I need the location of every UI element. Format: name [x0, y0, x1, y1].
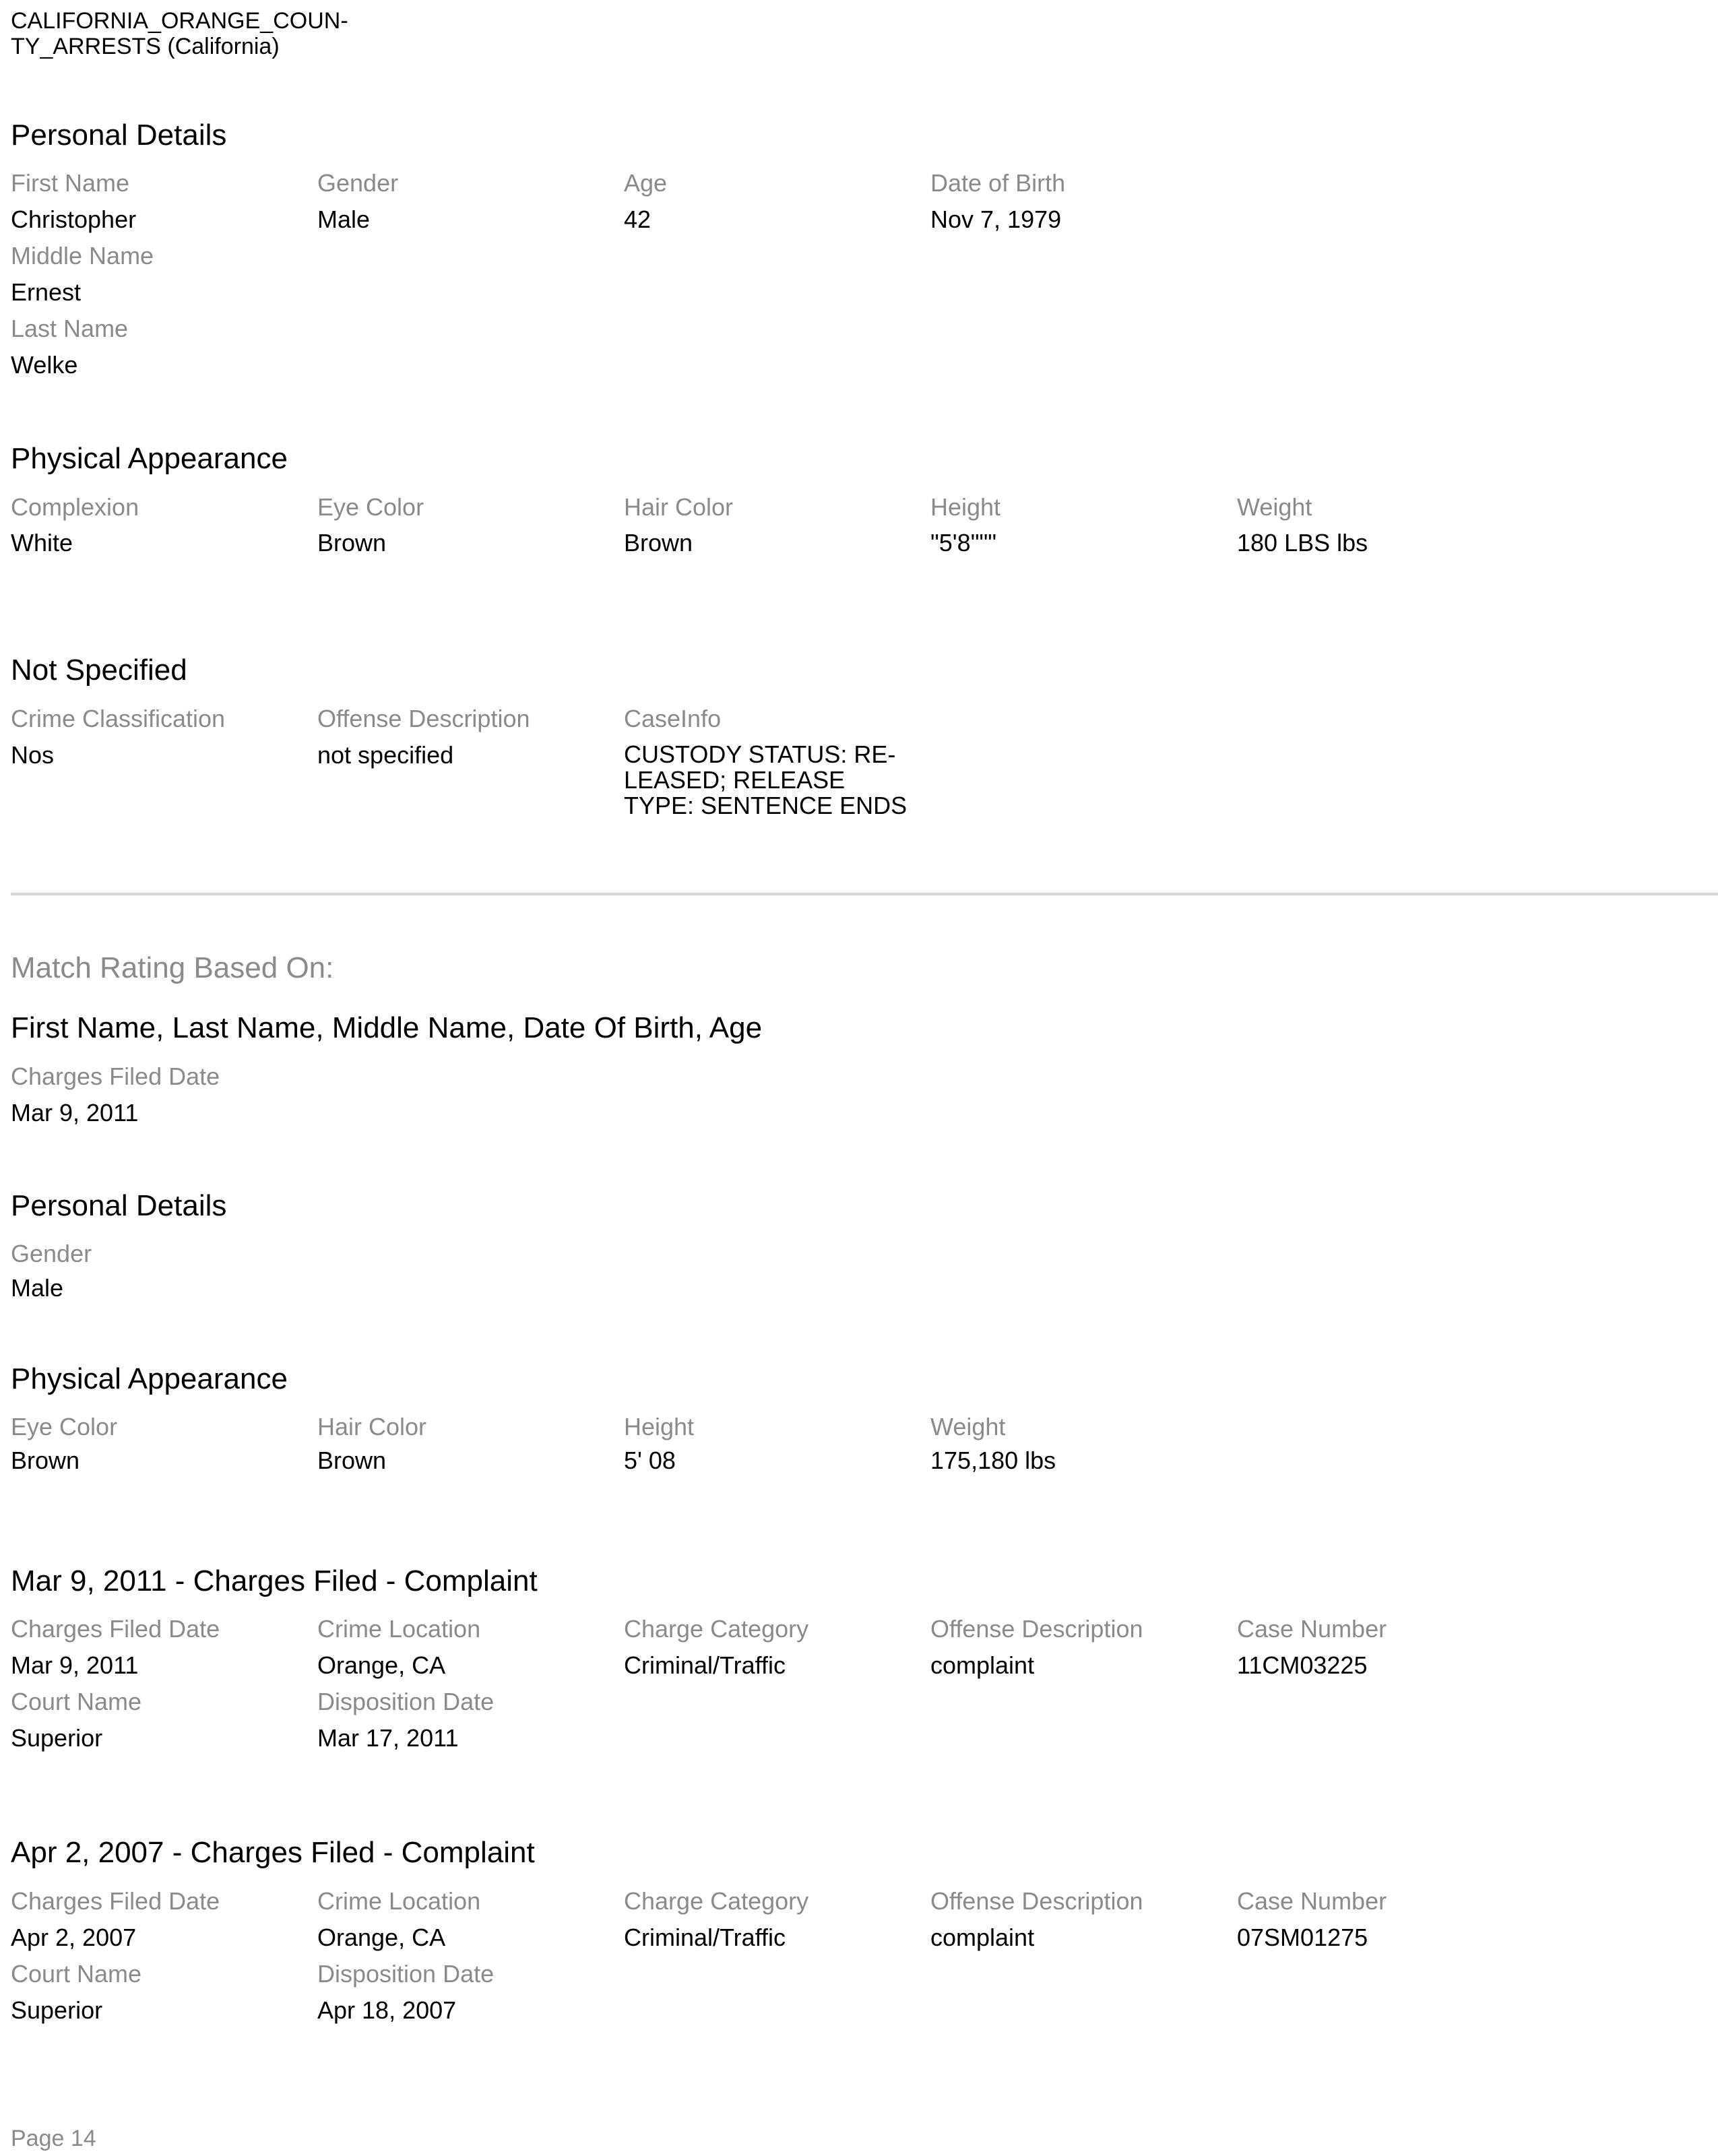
- court-name-value: Superior: [11, 1724, 103, 1752]
- match-rating-label: Match Rating Based On:: [11, 951, 334, 984]
- not-specified-heading: Not Specified: [11, 654, 187, 687]
- charge-offense-label: Offense Description: [930, 1615, 1143, 1643]
- crime-location-label: Crime Location: [317, 1615, 481, 1643]
- dob-value: Nov 7, 1979: [930, 205, 1062, 233]
- complexion-value: White: [11, 529, 73, 557]
- crime-location-label: Crime Location: [317, 1887, 481, 1915]
- source-title: CALIFORNIA_ORANGE_COUN-TY_ARRESTS (California): [11, 8, 348, 59]
- disposition-date-value: Apr 18, 2007: [317, 1996, 457, 2024]
- hair-color-value: Brown: [624, 529, 693, 557]
- middle-name-label: Middle Name: [11, 242, 154, 270]
- charge-category-label: Charge Category: [624, 1887, 809, 1915]
- page-number: Page 14: [11, 2126, 96, 2151]
- complexion-label: Complexion: [11, 493, 139, 521]
- weight-label: Weight: [1237, 493, 1312, 521]
- gender-label-2: Gender: [11, 1240, 92, 1267]
- height-label: Height: [930, 493, 1001, 521]
- charge-heading: Mar 9, 2011 - Charges Filed - Complaint: [11, 1564, 538, 1597]
- charge-filed-date-value: Apr 2, 2007: [11, 1924, 137, 1951]
- court-name-label: Court Name: [11, 1688, 142, 1715]
- physical-appearance-heading-2: Physical Appearance: [11, 1362, 288, 1395]
- section-divider: [11, 893, 1718, 895]
- case-number-value: 11CM03225: [1237, 1651, 1368, 1679]
- dob-label: Date of Birth: [930, 169, 1066, 197]
- offense-description-value: not specified: [317, 741, 454, 769]
- charges-filed-date-label: Charges Filed Date: [11, 1063, 220, 1090]
- disposition-date-value: Mar 17, 2011: [317, 1724, 459, 1752]
- eye-color-label: Eye Color: [317, 493, 424, 521]
- crime-classification-label: Crime Classification: [11, 705, 226, 732]
- charge-category-value: Criminal/Traffic: [624, 1651, 786, 1679]
- age-label: Age: [624, 169, 668, 197]
- weight-value-2: 175,180 lbs: [930, 1447, 1056, 1474]
- eye-color-value-2: Brown: [11, 1447, 80, 1474]
- height-label-2: Height: [624, 1413, 695, 1440]
- crime-location-value: Orange, CA: [317, 1924, 446, 1951]
- caseinfo-value: CUSTODY STATUS: RE-LEASED; RELEASE TYPE: SENTENCE ENDS: [624, 740, 908, 819]
- personal-details-heading: Personal Details: [11, 119, 227, 152]
- disposition-date-label: Disposition Date: [317, 1688, 495, 1715]
- court-name-label: Court Name: [11, 1960, 142, 1988]
- weight-label-2: Weight: [930, 1413, 1006, 1440]
- personal-details-heading-2: Personal Details: [11, 1189, 227, 1222]
- last-name-label: Last Name: [11, 315, 129, 342]
- hair-color-value-2: Brown: [317, 1447, 387, 1474]
- charge-heading: Apr 2, 2007 - Charges Filed - Complaint: [11, 1836, 535, 1869]
- offense-description-label: Offense Description: [317, 705, 530, 732]
- charge-offense-label: Offense Description: [930, 1887, 1143, 1915]
- first-name-value: Christopher: [11, 205, 137, 233]
- charges-filed-date-value: Mar 9, 2011: [11, 1099, 139, 1127]
- hair-color-label-2: Hair Color: [317, 1413, 427, 1440]
- weight-value: 180 LBS lbs: [1237, 529, 1368, 557]
- first-name-label: First Name: [11, 169, 130, 197]
- case-number-label: Case Number: [1237, 1887, 1387, 1915]
- charge-offense-value: complaint: [930, 1651, 1035, 1679]
- charge-filed-date-label: Charges Filed Date: [11, 1615, 220, 1643]
- disposition-date-label: Disposition Date: [317, 1960, 495, 1988]
- charge-filed-date-value: Mar 9, 2011: [11, 1651, 139, 1679]
- case-number-value: 07SM01275: [1237, 1924, 1368, 1951]
- court-name-value: Superior: [11, 1996, 103, 2024]
- case-number-label: Case Number: [1237, 1615, 1387, 1643]
- charge-category-value: Criminal/Traffic: [624, 1924, 786, 1951]
- crime-classification-value: Nos: [11, 741, 55, 769]
- eye-color-value: Brown: [317, 529, 387, 557]
- charge-filed-date-label: Charges Filed Date: [11, 1887, 220, 1915]
- height-value: "5'8""": [930, 529, 997, 557]
- height-value-2: 5' 08: [624, 1447, 676, 1474]
- last-name-value: Welke: [11, 351, 78, 379]
- match-rating-fields: First Name, Last Name, Middle Name, Date Of Birth, Age: [11, 1011, 763, 1044]
- charge-offense-value: complaint: [930, 1924, 1035, 1951]
- middle-name-value: Ernest: [11, 278, 82, 306]
- eye-color-label-2: Eye Color: [11, 1413, 118, 1440]
- charge-category-label: Charge Category: [624, 1615, 809, 1643]
- physical-appearance-heading: Physical Appearance: [11, 442, 288, 475]
- caseinfo-label: CaseInfo: [624, 705, 722, 732]
- hair-color-label: Hair Color: [624, 493, 734, 521]
- gender-label: Gender: [317, 169, 399, 197]
- age-value: 42: [624, 205, 651, 233]
- gender-value: Male: [317, 205, 371, 233]
- crime-location-value: Orange, CA: [317, 1651, 446, 1679]
- gender-value-2: Male: [11, 1274, 64, 1302]
